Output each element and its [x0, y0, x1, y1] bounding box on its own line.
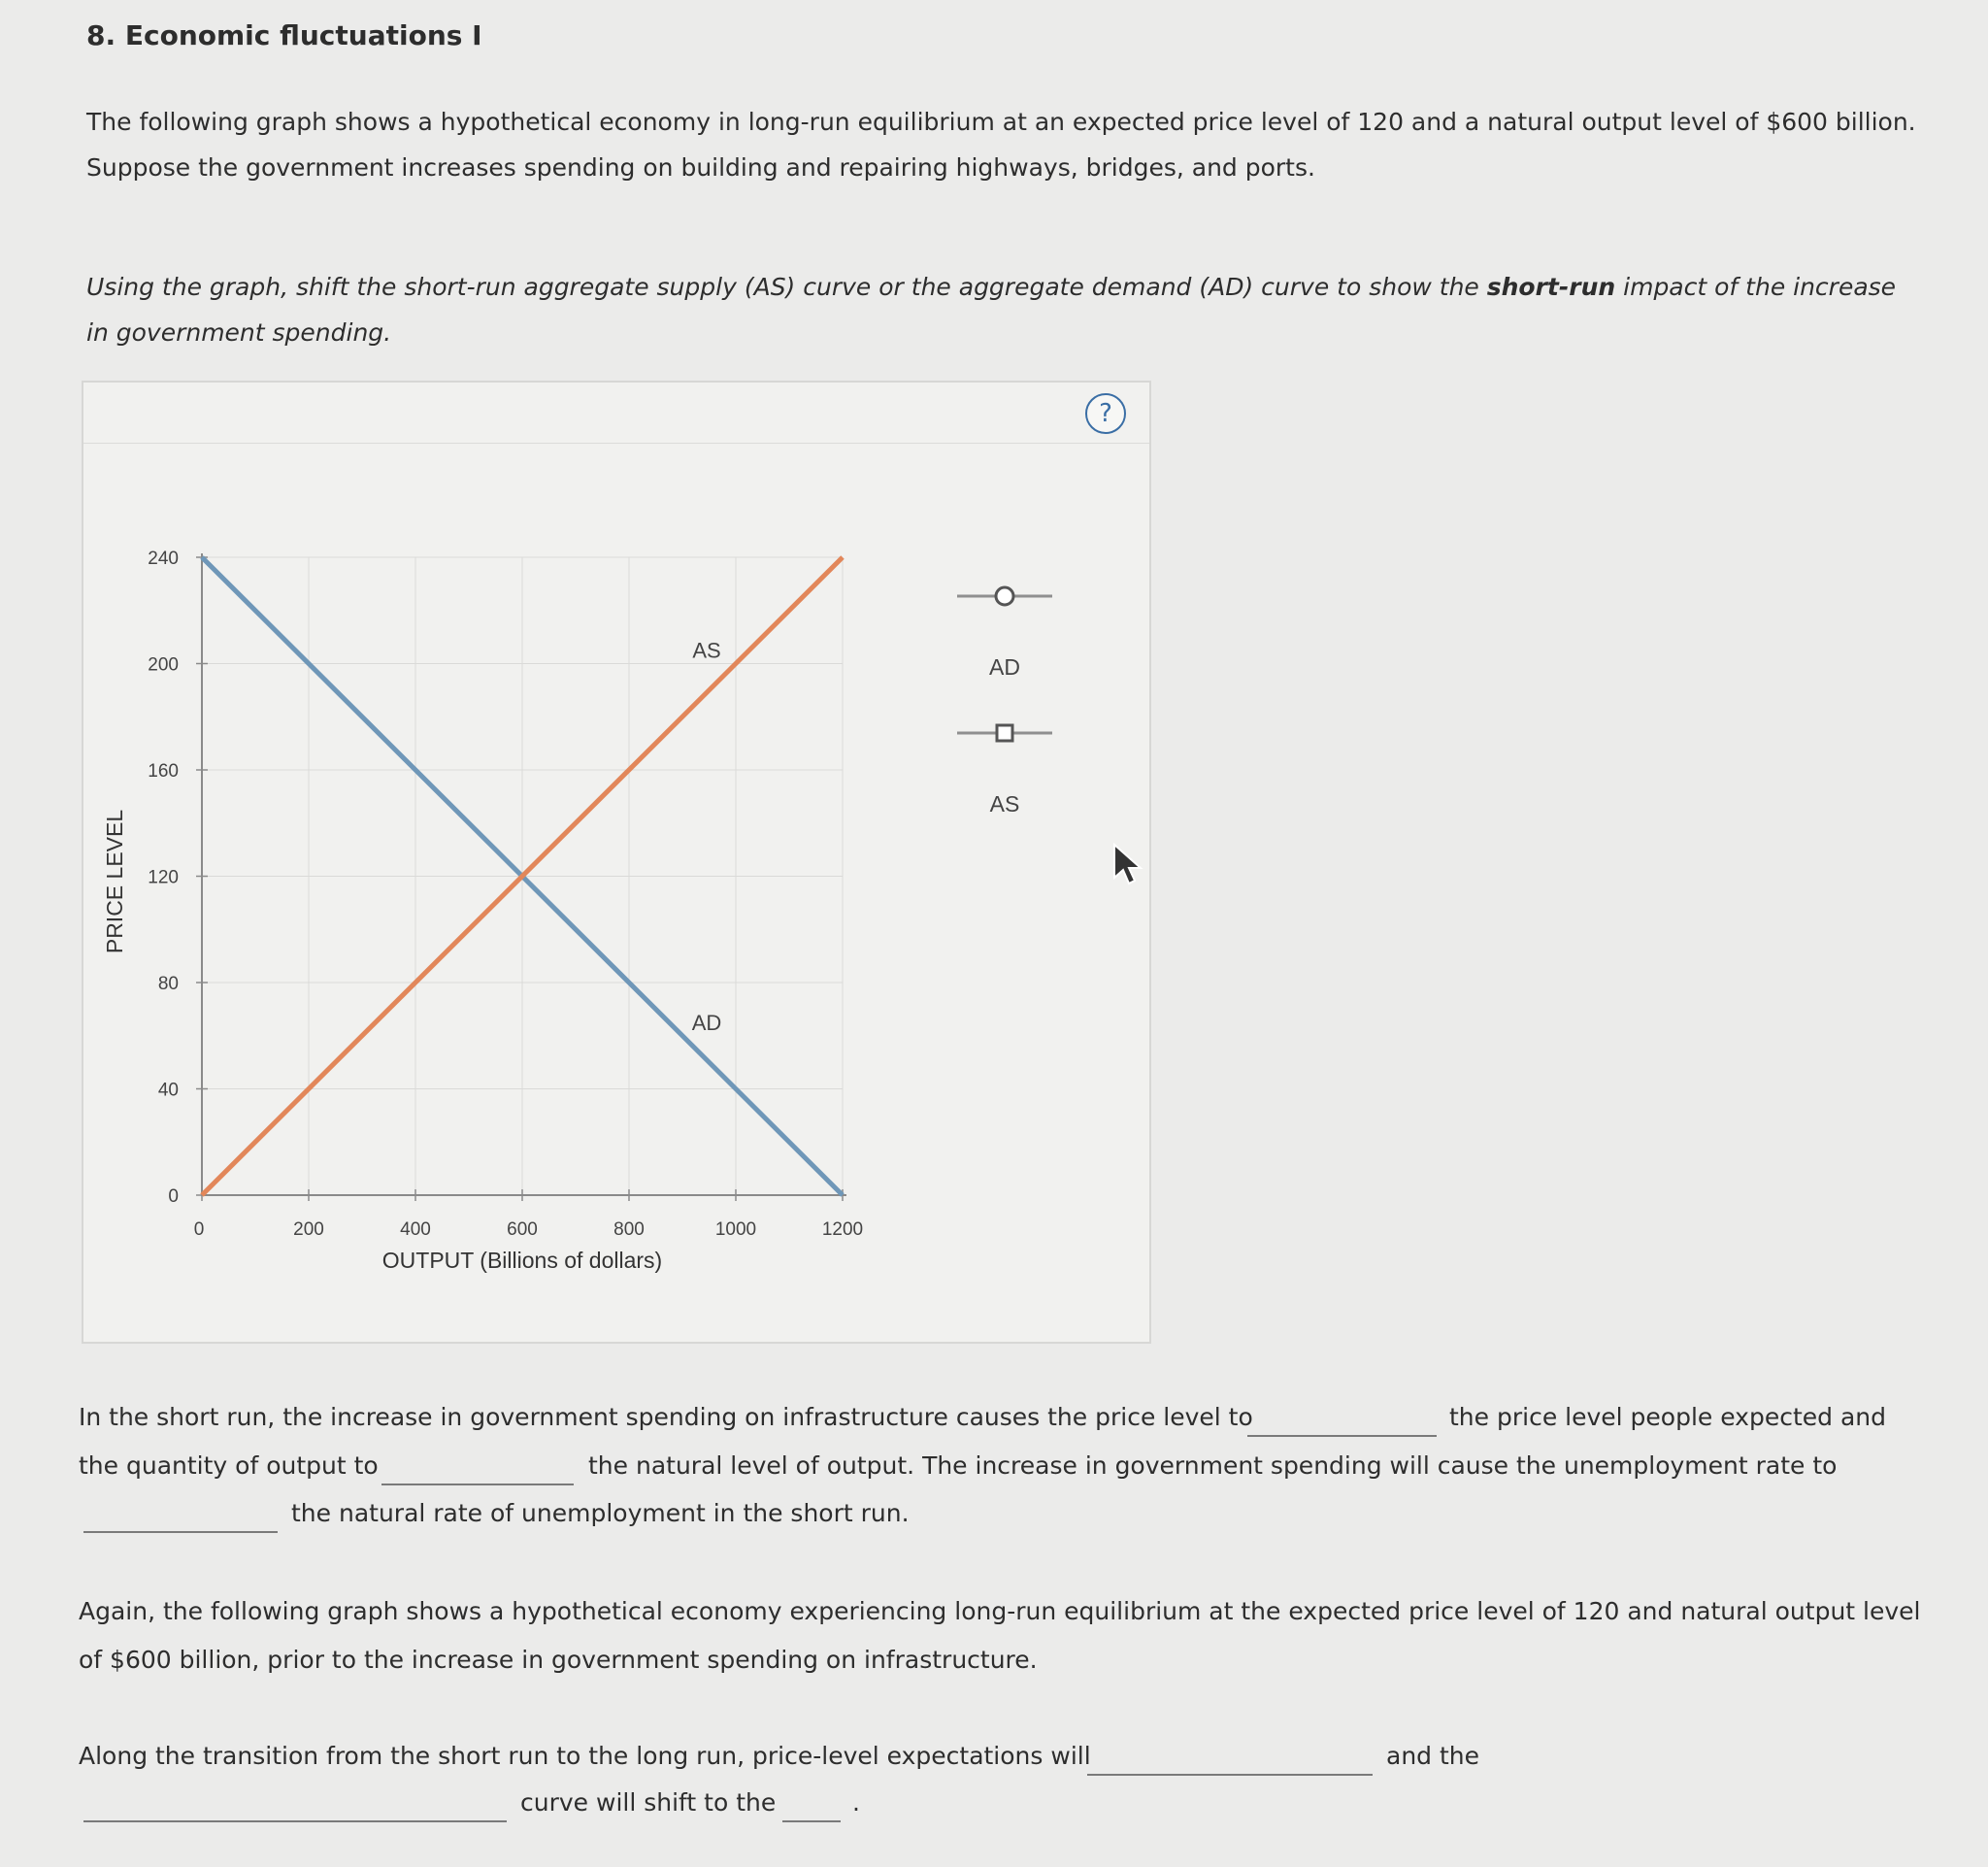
- p1-text-5: the natural rate of unemployment in the short run.: [291, 1499, 910, 1527]
- y-tick-label: 160: [148, 761, 179, 782]
- p2-text-2: of $600 billion, prior to the increase in government spending on infrastructure.: [79, 1646, 1038, 1674]
- p3-text-1: Along the transition from the short run to the long run, price-level expectations will: [79, 1742, 1091, 1770]
- help-button[interactable]: ?: [1085, 393, 1126, 434]
- y-tick-label: 120: [148, 867, 179, 888]
- y-tick-label: 200: [148, 654, 179, 676]
- legend-as-square-icon[interactable]: [997, 725, 1012, 741]
- p1-text-4: the natural level of output. The increase in government spending will cause the unemployment rate to: [588, 1451, 1838, 1480]
- y-tick-label: 40: [157, 1080, 179, 1101]
- output-dropdown[interactable]: [381, 1452, 574, 1485]
- x-tick-label: 800: [613, 1219, 645, 1240]
- p3-text-2: and the: [1386, 1742, 1480, 1770]
- curve-dropdown[interactable]: [83, 1789, 507, 1822]
- legend-ad-label: AD: [989, 654, 1020, 680]
- x-tick-label: 1200: [821, 1219, 864, 1240]
- expectations-dropdown[interactable]: [1087, 1743, 1373, 1776]
- x-tick-label: 0: [193, 1219, 205, 1240]
- p1-text-2: the price level people expected and: [1449, 1403, 1886, 1431]
- x-axis-label: OUTPUT (Billions of dollars): [381, 1248, 663, 1273]
- question-title: 8. Economic fluctuations I: [86, 19, 482, 51]
- x-tick-label: 600: [507, 1219, 538, 1240]
- intro-line-2: Suppose the government increases spending on building and repairing highways, bridges, and ports.: [86, 153, 1315, 182]
- price-level-dropdown[interactable]: [1247, 1404, 1437, 1437]
- intro-line-1: The following graph shows a hypothetical economy in long-run equilibrium at an expected price level of 120 and a natural output level of $600 billion.: [86, 108, 1916, 136]
- p3-text-4: .: [852, 1788, 860, 1817]
- legend-ad-circle-icon[interactable]: [996, 587, 1013, 605]
- y-axis-label: PRICE LEVEL: [102, 809, 127, 954]
- p2-text-1: Again, the following graph shows a hypothetical economy experiencing long-run equilibrium at the expected price level of 120 and natural output level: [79, 1597, 1921, 1625]
- instruction-part-1: Using the graph, shift the short-run aggregate supply (AS) curve or the aggregate demand (AD) curve to show the: [86, 273, 1479, 301]
- p1-text-1: In the short run, the increase in government spending on infrastructure causes the price level to: [79, 1403, 1253, 1431]
- y-tick-label: 80: [157, 974, 179, 994]
- direction-dropdown[interactable]: [782, 1789, 841, 1822]
- p1-text-3: the quantity of output to: [79, 1451, 379, 1480]
- p3-text-3: curve will shift to the: [520, 1788, 777, 1817]
- x-tick-label: 400: [400, 1219, 431, 1240]
- x-tick-label: 1000: [714, 1219, 757, 1240]
- x-tick-label: 200: [293, 1219, 324, 1240]
- unemployment-dropdown[interactable]: [83, 1500, 278, 1533]
- instruction-part-2: impact of the increase: [1623, 273, 1897, 301]
- instruction-line-2: in government spending.: [86, 318, 392, 347]
- ad-curve-label: AD: [691, 1010, 722, 1035]
- y-tick-label: 240: [148, 549, 179, 569]
- legend-as-label: AS: [989, 791, 1020, 817]
- mouse-cursor-icon: [1112, 843, 1145, 887]
- as-curve-label: AS: [692, 638, 721, 663]
- chart-legend[interactable]: [957, 587, 1052, 817]
- instruction-bold: short-run: [1486, 273, 1616, 301]
- y-tick-label: 0: [168, 1186, 179, 1207]
